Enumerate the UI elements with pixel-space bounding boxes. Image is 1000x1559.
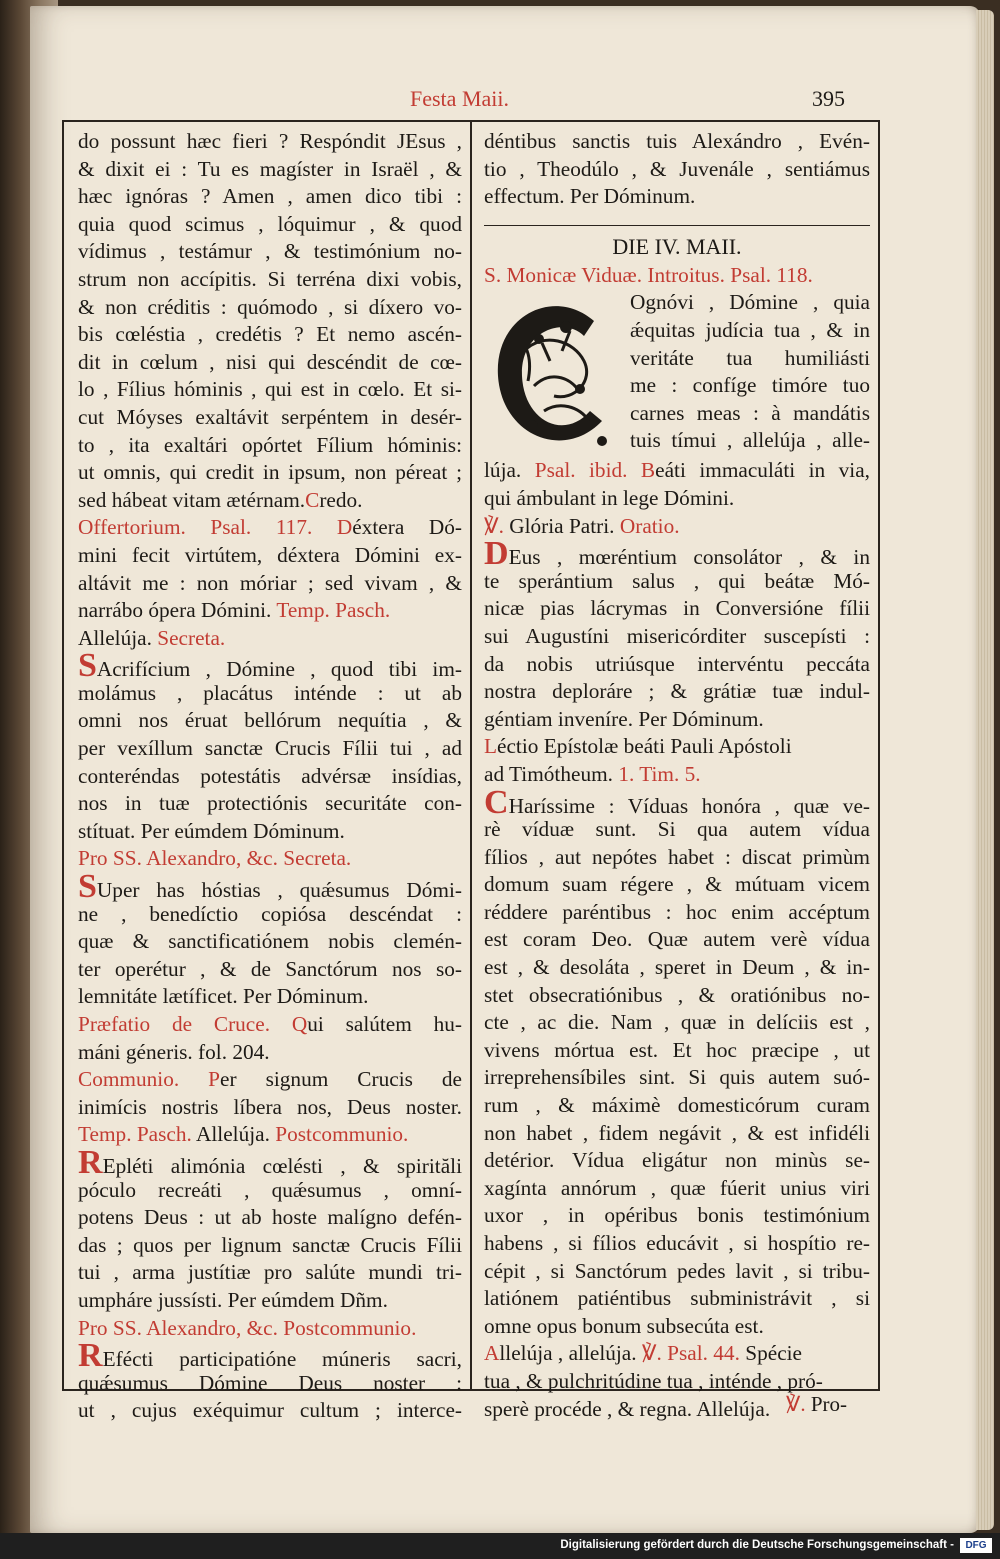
text-line: [484, 651, 870, 679]
text-line: [630, 372, 870, 400]
text-line: [484, 1147, 870, 1175]
text-run: er signum Crucis de: [220, 1067, 462, 1092]
text-run: conteréndas potestátis advérsæ insídias,: [78, 763, 462, 788]
text-line: [78, 294, 462, 322]
text-line: [484, 1009, 870, 1037]
text-line: [78, 845, 462, 873]
text-run: tua , & pulchritúdine tua , inténde , pró-: [484, 1368, 823, 1393]
text-run: & non créditis : quómodo , si díxero vo-: [78, 294, 462, 319]
text-line: [484, 982, 870, 1010]
text-run: Allelúja.: [78, 625, 152, 650]
text-line: [78, 238, 462, 266]
text-run: habens , si fílios educávit , si hospítio re-: [484, 1231, 870, 1255]
text-run: domum suam régere , & mútuam vicem: [484, 872, 870, 897]
text-run: máni géneris. fol. 204.: [78, 1039, 270, 1064]
text-line: [78, 183, 462, 211]
text-line: [78, 790, 462, 818]
text-run: dit in cœlum , nisi qui descéndit de cœ-: [78, 349, 462, 374]
text-run: tui , arma justítiæ pro salúte mundi tri-: [78, 1260, 462, 1285]
text-run: per vexíllum sanctæ Crucis Fílii tui , ad: [78, 736, 462, 761]
text-line: [484, 816, 870, 844]
versicle-icon: ℣.: [484, 513, 504, 538]
dfg-logo-icon: DFG: [960, 1538, 992, 1553]
text-run: detérior. Vídua eligátur non minùs se-: [484, 1148, 870, 1173]
text-run: das ; quos per lignum sanctæ Crucis Fílii: [78, 1232, 462, 1257]
text-line: [484, 1230, 870, 1258]
catchword: [786, 1392, 847, 1417]
text-run: altávit me : non móriar ; sed vivam , &: [78, 570, 462, 595]
text-run: cte , ac die. Nam , quæ in delíciis est ,: [484, 1010, 870, 1035]
text-line: [78, 1121, 462, 1149]
text-line: [484, 513, 870, 541]
text-run: ne , benedíctio copiósa descéndat :: [78, 901, 462, 926]
text-line: [78, 404, 462, 432]
text-line: [78, 349, 462, 377]
text-line: [484, 623, 870, 651]
text-line: [78, 156, 462, 184]
text-line: [78, 901, 462, 929]
text-run: Eus , mœréntium consolátor , & in: [508, 545, 870, 570]
text-run: ad Timótheum.: [484, 761, 613, 786]
text-run: & dixit ei : Tu es magíster in Israël , &: [78, 156, 462, 181]
rubric: Psal. ibid. B: [521, 458, 656, 483]
text-run: potens Deus : ut ab hoste malígno defén-: [78, 1205, 462, 1230]
text-run: inimícis nostris líbera nos, Deus noster.: [78, 1094, 462, 1119]
text-run: qui ámbulant in lege Dómini.: [484, 485, 735, 510]
drop-cap-letter: S: [78, 868, 97, 906]
text-run: stítuat. Per eúmdem Dóminum.: [78, 818, 345, 843]
text-line: [78, 1259, 462, 1287]
page-edges: [976, 10, 994, 1530]
text-run: cut Móyses exaltávit serpéntem in desér-: [78, 404, 462, 429]
text-line: [484, 183, 870, 211]
text-line: [484, 706, 870, 734]
text-line: [78, 647, 462, 685]
text-run: póculo recreáti , quǽsumus , omní-: [78, 1177, 462, 1202]
text-run: Ognóvi , Dómine , quia: [630, 290, 870, 315]
text-line: [484, 783, 870, 821]
text-run: Eféсti participatióne múneris sacri,: [102, 1347, 462, 1372]
rubric: ℣. Psal. 44.: [636, 1341, 740, 1366]
text-run: lo , Fílius hóminis , qui est in cœlo. Et si-: [78, 377, 462, 402]
footer-bar: [0, 1533, 1000, 1559]
text-line: [78, 1204, 462, 1232]
text-run: nicæ pias lácrymas in Conversióne fílii: [484, 596, 870, 621]
running-head: Festa Maii.: [410, 86, 509, 111]
text-line: [484, 899, 870, 927]
rubric: Temp. Pasch.: [271, 598, 391, 623]
text-run: llelúja , allelúja.: [499, 1341, 637, 1366]
text-line: [484, 1285, 870, 1313]
text-run: quia quod scimus , lóquimur , & quod: [78, 211, 462, 236]
text-line: [484, 1313, 870, 1341]
text-run: Epléti alimónia cœlésti , & spirităli: [102, 1153, 462, 1178]
text-run: ut , cujus exéquimur cultum ; interce-: [78, 1398, 462, 1423]
text-run: xagínta annórum , quæ fúerit unius viri: [484, 1175, 870, 1200]
left-column: [78, 128, 462, 1425]
day-heading: DIE IV. MAII.: [612, 233, 742, 259]
text-line: [78, 376, 462, 404]
text-run: molámus , placátus inténde : ut ab: [78, 680, 462, 705]
text-line: [484, 1258, 870, 1286]
text-line: [78, 128, 462, 156]
footer-credit: Digitalisierung gefördert durch die Deutsche Forschungsgemeinschaft -: [560, 1539, 954, 1551]
text-run: carnes meas : à mandátis: [630, 400, 870, 425]
text-line: [78, 1315, 462, 1343]
text-line: [78, 680, 462, 708]
drop-cap-letter: C: [484, 783, 509, 821]
text-line: [78, 570, 462, 598]
text-line: [484, 1202, 870, 1230]
text-line: [484, 156, 870, 184]
rubric: Communio. P: [78, 1067, 221, 1092]
text-line: [78, 1287, 462, 1315]
text-run: géntiam inveníre. Per Dóminum.: [484, 706, 764, 731]
text-run: lemnitáte lætíficet. Per Dóminum.: [78, 984, 369, 1009]
text-run: lúja.: [484, 458, 522, 483]
drop-cap-letter: S: [78, 647, 97, 685]
text-line: [484, 1064, 870, 1092]
text-line: [484, 568, 870, 596]
text-run: omni nos éruat bellórum nequítia , &: [78, 708, 462, 733]
text-run: mini fecit virtútem, déxtera Dómini ex-: [78, 542, 462, 567]
rubric: Secreta.: [151, 625, 226, 650]
text-run: cépit , si Sanctórum pedes lavit , si tribu-: [484, 1258, 870, 1283]
text-run: Spécie: [739, 1341, 803, 1366]
text-line: [484, 128, 870, 156]
text-run: omne opus bonum subsecúta est.: [484, 1313, 764, 1338]
text-line: [78, 1232, 462, 1260]
text-line: [484, 926, 870, 954]
text-line: [484, 954, 870, 982]
drop-cap-letter: R: [78, 1337, 103, 1375]
rubric: L: [484, 734, 498, 759]
section-rule: [484, 225, 870, 226]
text-run: sed hábeat vitam ætérnam.: [78, 487, 306, 512]
text-line: [630, 400, 870, 428]
text-line: [78, 868, 462, 906]
text-line: [484, 1092, 870, 1120]
text-line: [78, 956, 462, 984]
text-line: [484, 485, 870, 513]
text-run: Acrifícium , Dómine , quod tibi im-: [96, 657, 462, 682]
text-run: fílios , aut nepótes habet : discat primùm: [484, 844, 870, 869]
text-run: quæ & sanctificatiónem nobis clemén-: [78, 929, 462, 954]
text-run: non habet , fidem negávit , & est infidéli: [484, 1120, 870, 1145]
text-line: [484, 1120, 870, 1148]
text-run: umpháre jussísti. Per eúmdem Dñm.: [78, 1287, 388, 1312]
text-run: latiónem patiéntibus subministrávit , si: [484, 1286, 870, 1311]
text-line: [78, 707, 462, 735]
text-line: [78, 432, 462, 460]
text-run: ut omnis, qui credit in ipsum, non péreat ;: [78, 460, 462, 485]
text-line: [78, 928, 462, 956]
text-line: [78, 542, 462, 570]
text-run: sui Augustíni misericórditer suscepísti :: [484, 623, 870, 648]
text-line: [78, 1011, 462, 1039]
text-run: veritáte tua humiliásti: [630, 345, 870, 370]
text-run: sperè procéde , & regna. Allelúja.: [484, 1396, 771, 1421]
rubric: Postcommunio.: [275, 1122, 409, 1147]
text-run: Glória Patri.: [503, 513, 615, 538]
text-line: [630, 427, 870, 455]
text-line: [78, 983, 462, 1011]
text-run: strum non accípitis. Si terréna dixi vobis,: [78, 266, 462, 291]
text-run: hæc ignóras ? Amen , amen dico tibi :: [78, 184, 462, 209]
text-run: est coram Deo. Quæ autem verè vídua: [484, 927, 870, 952]
text-run: Uper has hóstias , quǽsumus Dómi-: [96, 878, 462, 903]
text-line: [78, 321, 462, 349]
text-run: irreprehensíbiles sint. Si quis autem suó-: [484, 1065, 870, 1090]
text-run: Allelúja.: [191, 1122, 276, 1147]
text-run: redo.: [319, 487, 363, 512]
text-line: [78, 514, 462, 542]
text-run: stet obsecratiónibus , & oratiónibus no-: [484, 982, 870, 1007]
text-line: [78, 1094, 462, 1122]
text-run: to , ita exaltári opórtet Fílium hóminis:: [78, 432, 462, 457]
text-run: ter operétur , & de Sanctórum nos so-: [78, 956, 462, 981]
text-line: [78, 1370, 462, 1398]
text-line: [484, 262, 870, 290]
text-line: [484, 678, 870, 706]
text-run: quǽsumus Dómine Deus noster :: [78, 1370, 462, 1395]
text-line: [484, 457, 870, 485]
catchword-text: Pro-: [805, 1392, 848, 1416]
rubric: Pro SS. Alexandro, &c. Postcommunio.: [78, 1315, 417, 1340]
rubric: A: [484, 1341, 500, 1366]
text-run: do possunt hæc fieri ? Respóndit JEsus ,: [78, 129, 462, 153]
ornamental-initial-c-icon: [484, 291, 622, 457]
rubric: S. Monicæ Viduæ.: [484, 262, 643, 287]
text-line: [78, 1143, 462, 1181]
text-line: [78, 487, 462, 515]
text-line: [484, 595, 870, 623]
text-line: [484, 871, 870, 899]
text-line: [78, 1066, 462, 1094]
text-run: te sperántium salus , qui beátæ Mó-: [484, 568, 870, 593]
text-line: [484, 1340, 870, 1368]
text-run: Haríssime : Víduas honóra , quæ ve-: [508, 793, 870, 818]
text-run: effectum. Per Dóminum.: [484, 184, 696, 209]
text-line: [78, 459, 462, 487]
right-column: [484, 128, 870, 1423]
text-run: vídimus , testámur , & testimónium no-: [78, 239, 462, 264]
text-line: [484, 1175, 870, 1203]
rubric: 1. Tim. 5.: [613, 761, 701, 786]
text-run: déntibus sanctis tuis Alexándro , Evén-: [484, 129, 870, 153]
text-run: éxtera Dó-: [352, 515, 462, 540]
rubric: C: [305, 487, 320, 512]
text-line: [630, 345, 870, 373]
text-line: [78, 818, 462, 846]
text-run: ǽquitas judícia tua , & in: [630, 317, 870, 342]
text-line: [630, 289, 870, 317]
text-run: est , & desoláta , speret in Deum , & in-: [484, 955, 870, 980]
text-line: [484, 535, 870, 573]
rubric: Pro SS. Alexandro, &c. Secreta.: [78, 846, 352, 871]
text-run: nostra deploráre ; & grátiæ tuæ indul-: [484, 679, 870, 704]
drop-cap-letter: R: [78, 1143, 103, 1181]
text-run: rum , & máximè domesticórum curam: [484, 1093, 870, 1118]
text-run: tuis tímui , allelúja , alle-: [630, 428, 870, 453]
text-line: [78, 1039, 462, 1067]
text-run: tio , Theodúlo , & Juvenále , sentiámus: [484, 156, 870, 181]
text-line: [78, 735, 462, 763]
text-run: vivens mórtua est. Et hoc præcipe , ut: [484, 1037, 870, 1062]
text-run: bis cœléstia , credétis ? Et nemo ascén-: [78, 322, 462, 347]
text-run: éctio Epístolæ beáti Pauli Apóstoli: [497, 734, 792, 759]
rubric: Introitus. Psal. 118.: [647, 262, 813, 287]
text-run: nos in tuæ protectiónis securitáte con-: [78, 791, 462, 816]
text-run: da nobis utriúsque intervéntu peccáta: [484, 651, 870, 676]
text-run: narrábo ópera Dómini.: [78, 598, 272, 623]
text-line: [630, 317, 870, 345]
text-run: rè víduæ sunt. Si qua autem vídua: [484, 817, 870, 842]
text-line: [78, 1177, 462, 1205]
rubric: Oratio.: [619, 513, 680, 538]
text-run: eáti immaculáti in via,: [655, 458, 870, 483]
text-line: [78, 597, 462, 625]
text-line: [484, 761, 870, 789]
versicle-icon: ℣.: [786, 1392, 806, 1416]
rubric: Temp. Pasch.: [78, 1122, 192, 1147]
drop-cap-letter: D: [484, 535, 509, 573]
text-line: [78, 625, 462, 653]
introit-block: [484, 289, 870, 455]
text-run: me : confíge timóre tuo: [630, 373, 870, 398]
text-line: [484, 1037, 870, 1065]
text-line: [484, 844, 870, 872]
text-line: [484, 733, 870, 761]
text-run: uxor , in opéribus bonis testimónium: [484, 1203, 870, 1228]
text-run: ui salútem hu-: [307, 1012, 462, 1036]
text-line: [78, 211, 462, 239]
rubric: Præfatio de Cruce. Q: [78, 1012, 308, 1036]
text-run: réddere paréntibus : hoc enim accéptum: [484, 899, 870, 924]
text-line: [78, 763, 462, 791]
page-number: 395: [812, 86, 845, 111]
column-divider: [470, 120, 472, 1389]
text-line: [78, 1337, 462, 1375]
text-line: [78, 266, 462, 294]
rubric: Offertorium. Psal. 117. D: [78, 515, 353, 540]
text-line: [78, 1397, 462, 1425]
